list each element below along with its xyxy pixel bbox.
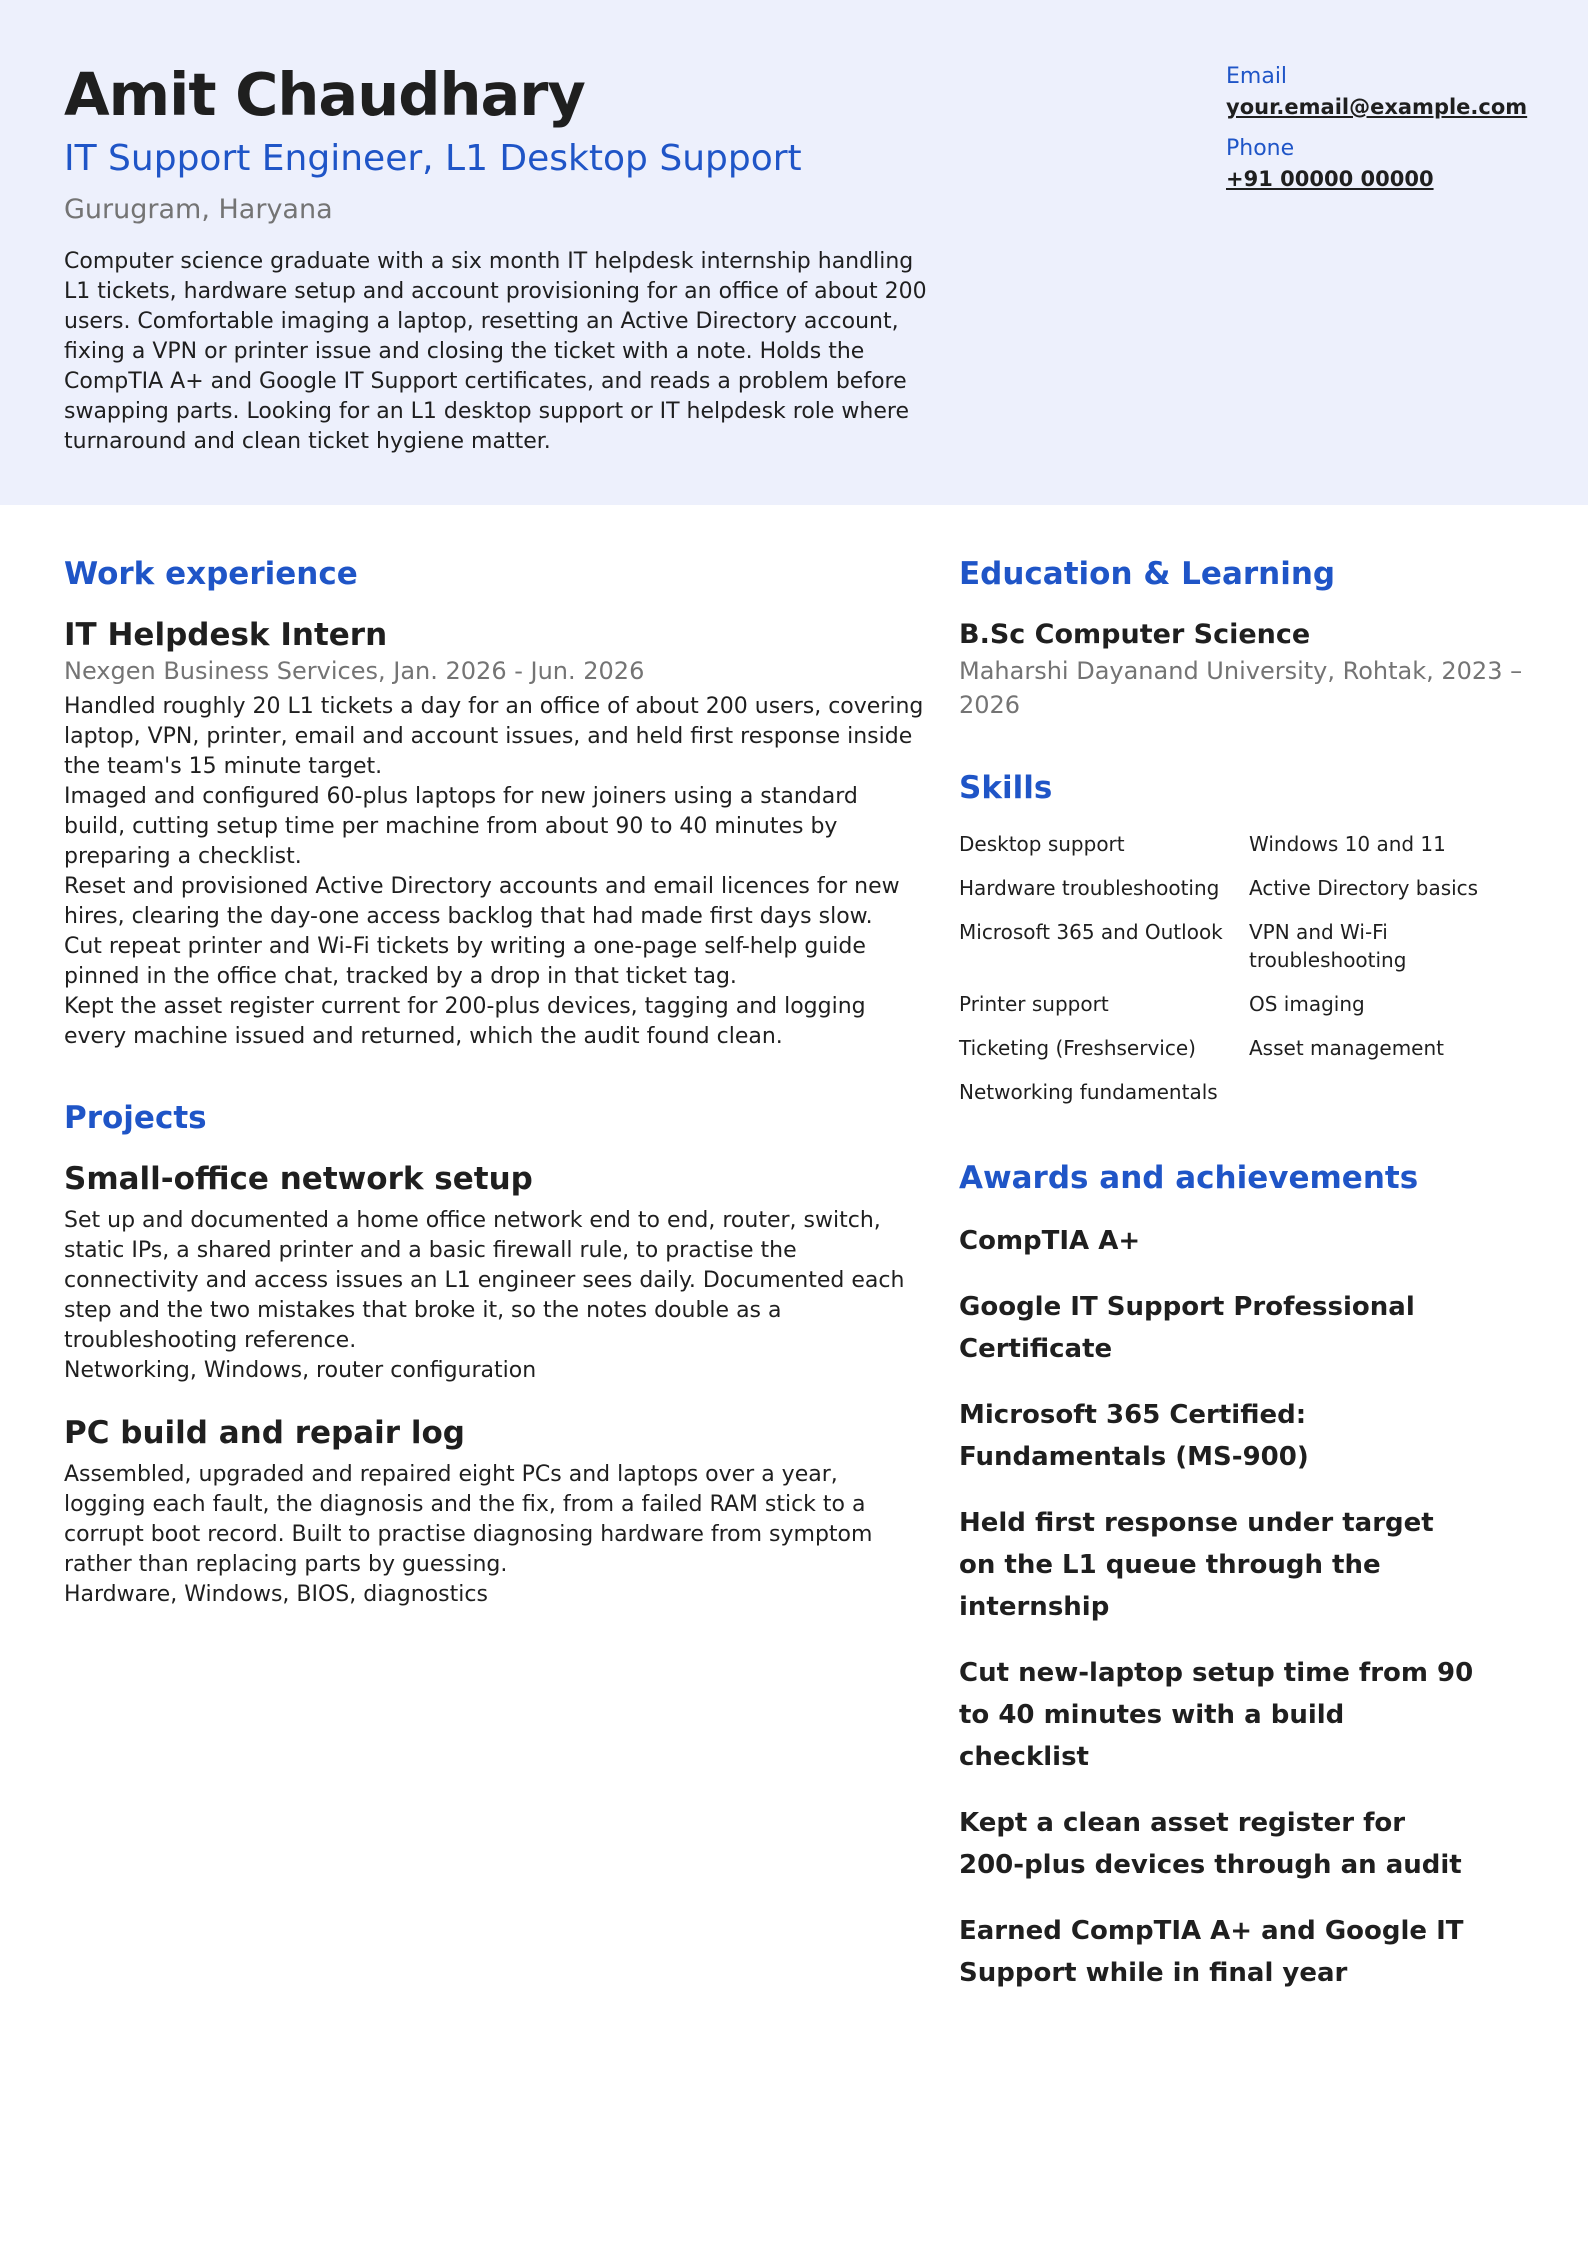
award-item: Cut new-laptop setup time from 90 to 40 minutes with a build checklist: [959, 1658, 1474, 1772]
job-bullet: Cut repeat printer and Wi-Fi tickets by writing a one-page self-help guide pinned in the office chat, tracked by a drop in that ticket tag.: [64, 934, 866, 989]
award-item: Held first response under target on the L1 queue through the internship: [959, 1508, 1434, 1622]
skill-item: Desktop support: [959, 832, 1125, 856]
skill-item: Hardware troubleshooting: [959, 876, 1220, 900]
skill-item: Ticketing (Freshservice): [959, 1036, 1196, 1060]
skill-item: Active Directory basics: [1249, 876, 1479, 900]
phone-label: Phone: [1226, 136, 1295, 161]
work-experience-section: [64, 554, 924, 1052]
left-column: [64, 554, 924, 1638]
projects-section: [64, 1098, 924, 1610]
job-entry: [64, 616, 924, 1052]
section-title: Education & Learning: [959, 556, 1336, 592]
project-title: PC build and repair log: [64, 1415, 465, 1451]
awards-section: [959, 1158, 1529, 1994]
skill-item: Windows 10 and 11: [1249, 832, 1446, 856]
skill-item: Networking fundamentals: [959, 1080, 1218, 1104]
degree-title: B.Sc Computer Science: [959, 619, 1311, 650]
job-bullet: Kept the asset register current for 200-plus devices, tagging and logging every machine issued and returned, which the audit found clean.: [64, 994, 866, 1049]
job-meta: Nexgen Business Services, Jan. 2026 - Jun. 2026: [64, 657, 645, 685]
section-title: Awards and achievements: [959, 1160, 1419, 1196]
project-description: Assembled, upgraded and repaired eight PCs and laptops over a year, logging each fault, the diagnosis and the fix, from a failed RAM stick to a corrupt boot record. Built to practise diagnosing hardware from symptom rather than replacing parts by guessing.: [64, 1462, 873, 1577]
award-item: Microsoft 365 Certified: Fundamentals (MS-900): [959, 1400, 1309, 1472]
award-item: Google IT Support Professional Certificate: [959, 1292, 1415, 1364]
contact-block: [1226, 62, 1566, 206]
project-entry: [64, 1160, 924, 1386]
candidate-location: Gurugram, Haryana: [64, 194, 333, 225]
skills-grid: [959, 830, 1529, 1106]
skill-item: Printer support: [959, 992, 1109, 1016]
section-title: Projects: [64, 1100, 207, 1136]
job-bullet: Handled roughly 20 L1 tickets a day for an office of about 200 users, covering laptop, VPN, printer, email and account issues, and held first response inside the team's 15 minute target.: [64, 694, 924, 779]
skills-section: [959, 768, 1529, 1106]
awards-list: [959, 1220, 1529, 1994]
phone-link[interactable]: +91 00000 00000: [1226, 167, 1434, 191]
skill-item: OS imaging: [1249, 992, 1365, 1016]
job-bullet: Imaged and configured 60-plus laptops for new joiners using a standard build, cutting setup time per machine from about 90 to 40 minutes by preparing a checklist.: [64, 784, 858, 869]
section-title: Skills: [959, 770, 1053, 806]
right-column: [959, 554, 1529, 2018]
job-bullet: Reset and provisioned Active Directory accounts and email licences for new hires, clearing the day-one access backlog that had made first days slow.: [64, 874, 900, 929]
award-item: CompTIA A+: [959, 1226, 1141, 1256]
skill-item: Asset management: [1249, 1036, 1444, 1060]
section-title: Work experience: [64, 556, 358, 592]
project-tags: Networking, Windows, router configuration: [64, 1358, 537, 1383]
candidate-name: Amit Chaudhary: [64, 60, 585, 129]
job-title: IT Helpdesk Intern: [64, 617, 388, 653]
profile-summary: Computer science graduate with a six month IT helpdesk internship handling L1 tickets, hardware setup and account provisioning for an office of about 200 users. Comfortable imaging a laptop, resetting an Active Directory account, fixing a VPN or printer issue and closing the ticket with a note. Holds the CompTIA A+ and Google IT Support certificates, and reads a problem before swapping parts. Looking for an L1 desktop support or IT helpdesk role where turnaround and clean ticket hygiene matter.: [64, 249, 927, 454]
project-title: Small-office network setup: [64, 1161, 533, 1197]
award-item: Kept a clean asset register for 200-plus devices through an audit: [959, 1808, 1462, 1880]
project-tags: Hardware, Windows, BIOS, diagnostics: [64, 1582, 488, 1607]
candidate-role: IT Support Engineer, L1 Desktop Support: [64, 138, 802, 179]
project-description: Set up and documented a home office network end to end, router, switch, static IPs, a shared printer and a basic firewall rule, to practise the connectivity and access issues an L1 engineer sees daily. Documented each step and the two mistakes that broke it, so the notes double as a troubleshooting reference.: [64, 1208, 905, 1353]
degree-meta: Maharshi Dayanand University, Rohtak, 2023 – 2026: [959, 657, 1523, 719]
email-label: Email: [1226, 64, 1288, 89]
skill-item: Microsoft 365 and Outlook: [959, 920, 1223, 944]
job-bullets: [64, 692, 924, 1052]
skill-item: VPN and Wi-Fi troubleshooting: [1249, 920, 1407, 972]
education-section: [959, 554, 1529, 722]
resume-header: [0, 0, 1588, 505]
award-item: Earned CompTIA A+ and Google IT Support while in final year: [959, 1916, 1464, 1988]
email-link[interactable]: your.email@example.com: [1226, 95, 1528, 119]
project-entry: [64, 1414, 924, 1610]
